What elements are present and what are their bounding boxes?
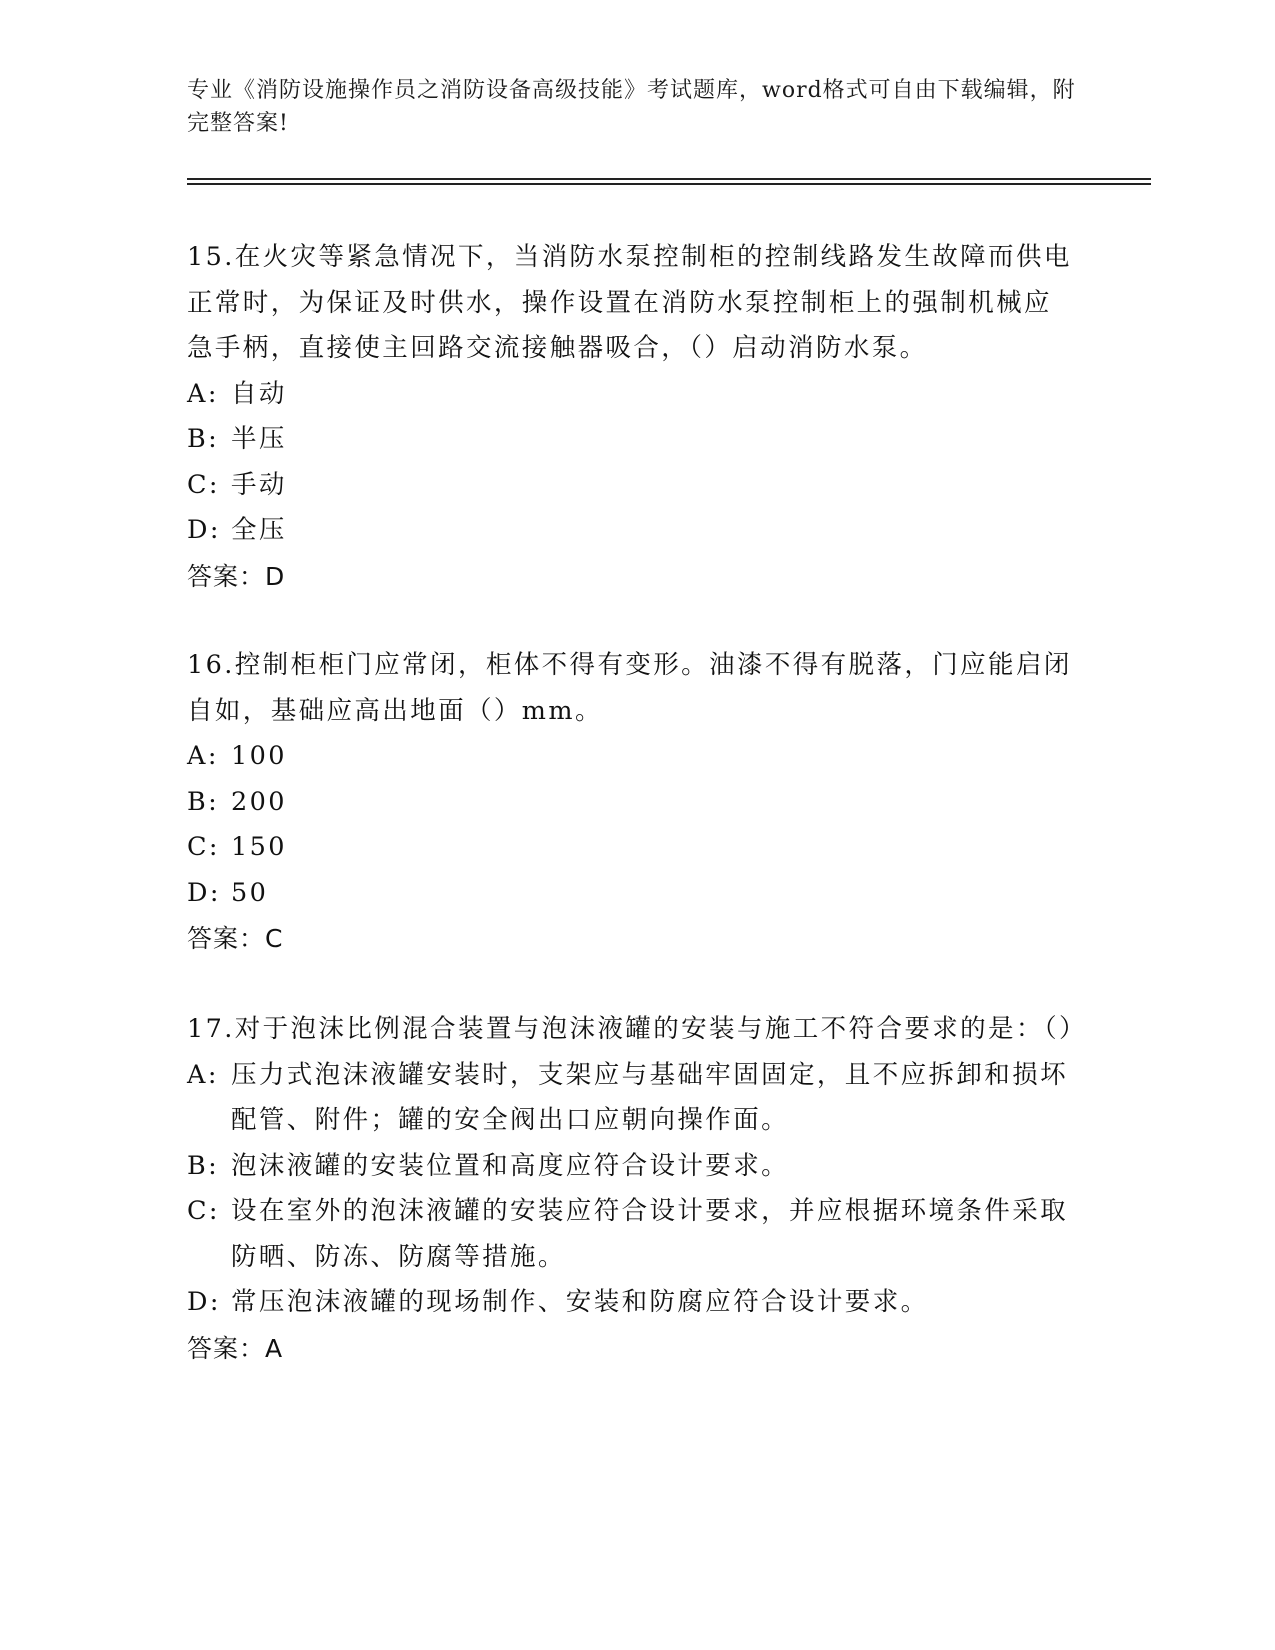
option-text: 常压泡沫液罐的现场制作、安装和防腐应符合设计要求。 [231,1287,929,1317]
question-stem: 15.在火灾等紧急情况下，当消防水泵控制柜的控制线路发生故障而供电正常时，为保证及时供水，操作设置在消防水泵控制柜上的强制机械应急手柄，直接使主回路交流接触器吸合，（）启动消防水泵。 [187,242,1072,363]
option-label: B: [187,786,220,817]
option-text: 50 [231,877,269,908]
answer-line: 答案：A [187,1333,284,1363]
option-label: A: [187,741,219,771]
question-16 [187,643,1077,962]
option-text: 压力式泡沫液罐安装时，支架应与基础牢固固定，且不应拆卸和损坏配管、附件；罐的安全阀出口应朝向操作面。 [231,1059,1069,1135]
header-divider-bottom [187,183,1151,185]
option-text: 自动 [231,378,287,409]
option-label: D: [187,1287,221,1317]
document-header: 专业《消防设施操作员之消防设备高级技能》考试题库，word格式可自由下载编辑，附完整答案! [187,78,1076,136]
option-text: 手动 [231,469,287,500]
option-text: 100 [231,741,287,771]
option-a [187,734,1077,780]
question-15 [187,235,1077,599]
option-b [187,1144,1077,1190]
answer-line: 答案：D [187,561,286,591]
question-stem: 16.控制柜柜门应常闭，柜体不得有变形。油漆不得有脱落，门应能启闭自如，基础应高出地面（）mm。 [187,650,1072,726]
option-label: D: [187,877,221,908]
option-d [187,508,1077,554]
option-b [187,780,1077,826]
option-c [187,1189,1077,1280]
option-text: 150 [231,832,287,862]
option-label: A: [187,378,219,409]
question-stem: 17.对于泡沫比例混合装置与泡沫液罐的安装与施工不符合要求的是：（） [187,1014,1087,1044]
option-d [187,1280,1077,1326]
option-label: D: [187,515,221,545]
option-text: 200 [231,786,287,817]
option-label: C: [187,1196,220,1226]
option-b [187,417,1077,463]
option-d [187,871,1077,917]
option-c [187,825,1077,871]
option-label: A: [187,1059,219,1090]
option-a [187,372,1077,418]
option-label: C: [187,832,220,862]
option-label: B: [187,424,220,454]
option-text: 全压 [231,515,287,545]
option-text: 设在室外的泡沫液罐的安装应符合设计要求，并应根据环境条件采取防晒、防冻、防腐等措施。 [231,1196,1069,1272]
header-divider-top [187,178,1151,180]
option-a [187,1053,1077,1144]
option-text: 半压 [231,424,287,454]
option-text: 泡沫液罐的安装位置和高度应符合设计要求。 [231,1150,790,1181]
question-17 [187,1007,1087,1371]
option-c [187,463,1077,509]
option-label: C: [187,469,220,500]
answer-line: 答案：C [187,924,284,953]
option-label: B: [187,1150,220,1181]
